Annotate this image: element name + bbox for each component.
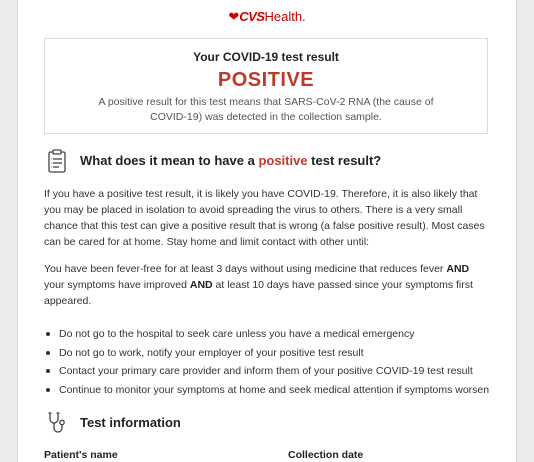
list-item — [44, 344, 494, 363]
p2-and-2: AND — [189, 279, 213, 291]
list-item — [44, 381, 494, 400]
bullet-dot — [46, 388, 50, 392]
bullet-dot — [46, 332, 50, 336]
result-card — [44, 38, 488, 134]
right-frame — [516, 0, 534, 462]
list-item — [44, 325, 494, 344]
p2-part-c: at least 10 days have passed since your symptoms first appeared. — [44, 279, 473, 307]
p2-part-a: You have been fever-free for at least 3 days without using medicine that reduces fever — [44, 263, 447, 275]
heading-prefix: What does it mean to have a — [80, 153, 259, 168]
cvs-health-logo — [0, 9, 534, 25]
p2-and-1: AND — [446, 263, 470, 275]
collection-date-label: Collection date — [288, 449, 364, 461]
clipboard-icon — [44, 148, 70, 174]
logo-period: . — [302, 9, 306, 24]
logo-health-text: Health — [264, 9, 303, 24]
logo-cvs-text: CVS — [239, 9, 265, 24]
heart-icon: ❤ — [228, 9, 240, 24]
stethoscope-icon — [44, 410, 70, 436]
result-title: Your COVID-19 test result — [193, 50, 339, 64]
test-info-labels — [44, 449, 494, 461]
list-item-text: Do not go to work, notify your employer of your positive test result — [59, 346, 364, 359]
result-description: A positive result for this test means that SARS-CoV-2 RNA (the cause of COVID-19) was detected in the collection sample. — [98, 96, 434, 123]
list-item-text: Contact your primary care provider and inform them of your positive COVID-19 test result — [59, 365, 473, 377]
guidance-list — [44, 325, 494, 399]
list-item-text: Continue to monitor your symptoms at home and seek medical attention if symptoms worsen — [59, 383, 490, 396]
result-status: POSITIVE — [217, 69, 315, 91]
heading-highlight: positive — [258, 153, 308, 168]
heading-suffix: test result? — [307, 153, 382, 168]
list-item-text: Do not go to the hospital to seek care unless you have a medical emergency — [59, 328, 415, 340]
test-info-section-header — [44, 410, 181, 436]
meaning-section-header — [44, 148, 381, 174]
bullet-dot — [46, 369, 50, 373]
list-item — [44, 362, 494, 381]
bullet-dot — [46, 351, 50, 355]
meaning-section-heading — [80, 153, 381, 169]
p2-part-b: your symptoms have improved — [44, 279, 190, 291]
left-frame — [0, 0, 18, 462]
meaning-paragraph-1: If you have a positive test result, it is likely you have COVID-19. Therefore, it is also likely that you may be placed in isolation to avoid spreading the virus to others. There is a very small chance that this test can give a positive result that is wrong (a false positive result). Most cases can be cared for at home. Stay home and limit contact with other until: — [44, 188, 485, 248]
meaning-paragraph-2 — [44, 261, 490, 309]
test-info-heading: Test information — [80, 415, 181, 430]
patient-name-label: Patient's name — [44, 449, 118, 461]
